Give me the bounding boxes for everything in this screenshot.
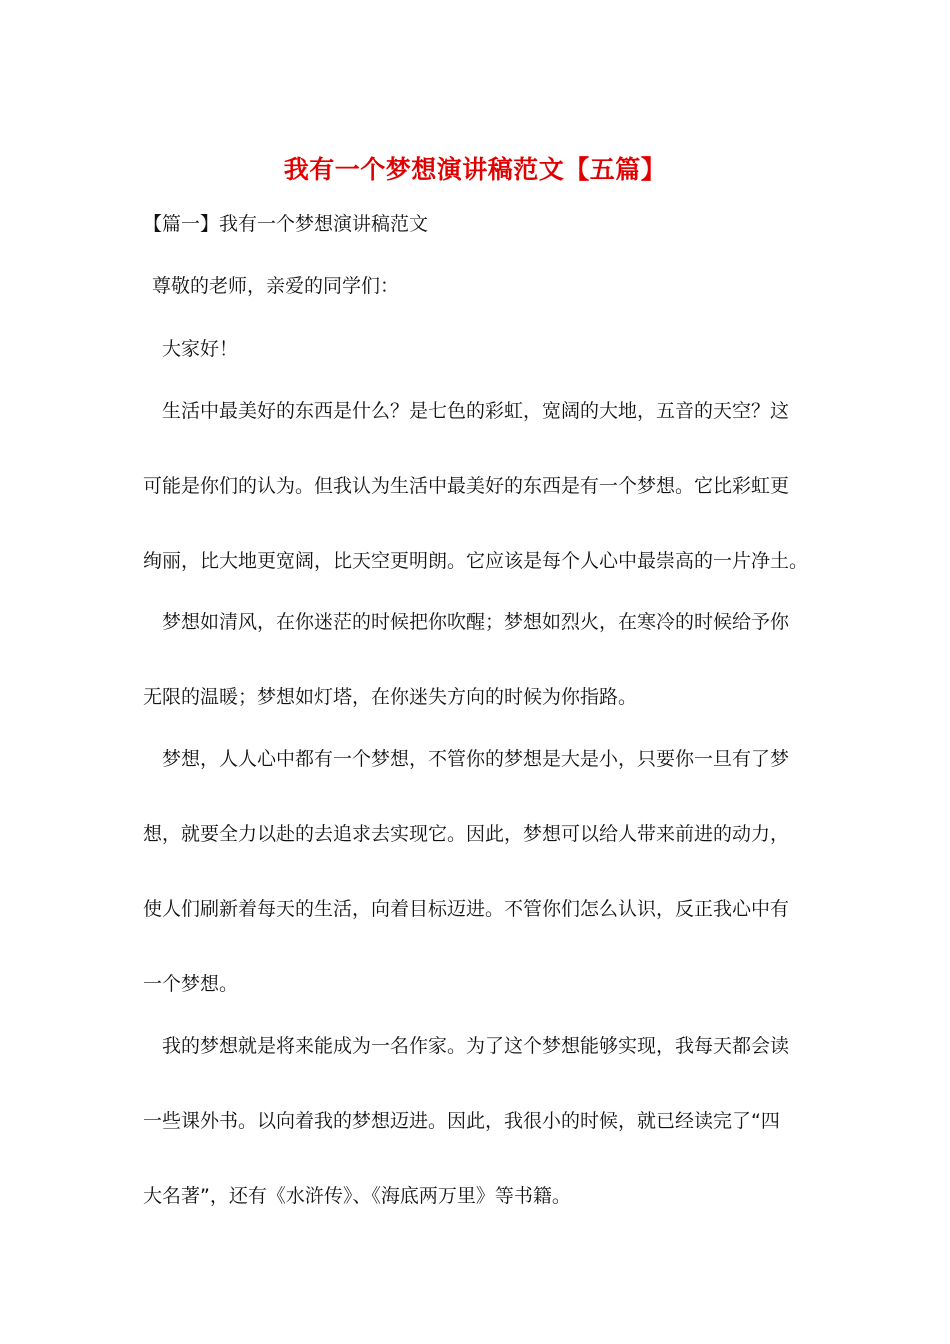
paragraph-line: 梦想，人人心中都有一个梦想，不管你的梦想是大是小，只要你一旦有了梦 [162, 748, 790, 770]
document-title: 我有一个梦想演讲稿范文【五篇】 [283, 155, 667, 184]
paragraph-line: 绚丽，比大地更宽阔，比天空更明朗。它应该是每个人心中最崇高的一片净土。 [143, 550, 809, 572]
paragraph-line: 我的梦想就是将来能成为一名作家。为了这个梦想能够实现，我每天都会读 [162, 1035, 790, 1057]
salutation: 尊敬的老师，亲爱的同学们： [152, 275, 400, 297]
section-heading: 【篇一】我有一个梦想演讲稿范文 [143, 213, 429, 235]
greeting: 大家好！ [162, 338, 239, 360]
paragraph-line: 一个梦想。 [143, 973, 239, 995]
paragraph-line: 一些课外书。以向着我的梦想迈进。因此，我很小的时候，就已经读完了“四 [143, 1110, 780, 1132]
paragraph-line: 无限的温暖；梦想如灯塔，在你迷失方向的时候为你指路。 [143, 686, 638, 708]
paragraph-line: 梦想如清风，在你迷茫的时候把你吹醒；梦想如烈火，在寒冷的时候给予你 [162, 611, 790, 633]
paragraph-line: 生活中最美好的东西是什么？是七色的彩虹，宽阔的大地，五音的天空？这 [162, 400, 790, 422]
paragraph-line: 大名著”，还有《水浒传》、《海底两万里》等书籍。 [143, 1185, 571, 1207]
paragraph-line: 使人们刷新着每天的生活，向着目标迈进。不管你们怎么认识，反正我心中有 [143, 898, 790, 920]
paragraph-line: 想，就要全力以赴的去追求去实现它。因此，梦想可以给人带来前进的动力， [143, 823, 790, 845]
paragraph-line: 可能是你们的认为。但我认为生活中最美好的东西是有一个梦想。它比彩虹更 [143, 475, 790, 497]
